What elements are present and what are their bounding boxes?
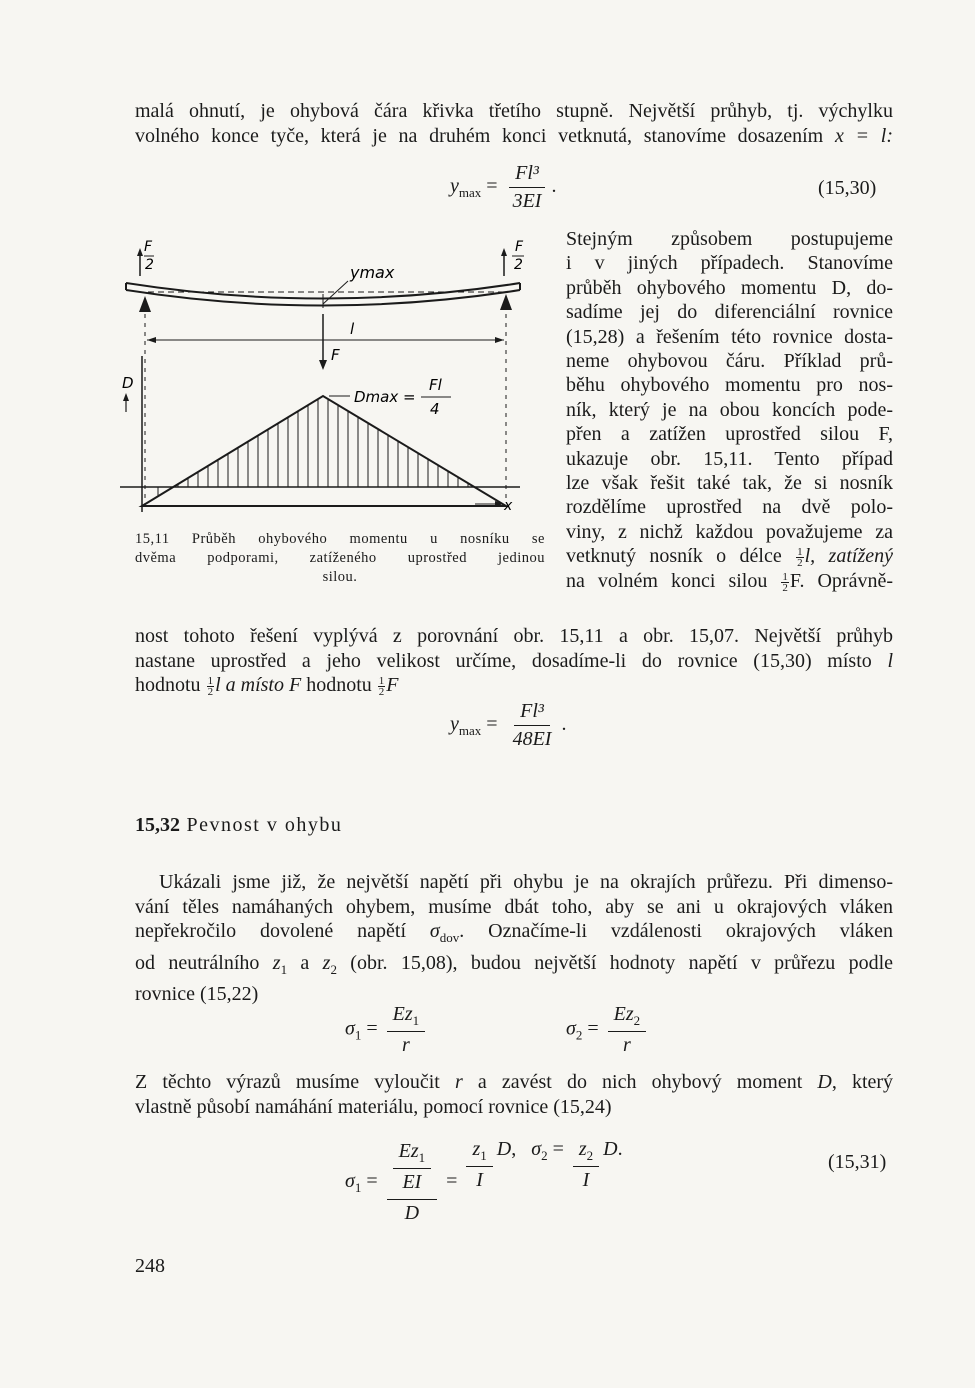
eq-sigma: σ [345,1170,355,1192]
eq-period: . [551,175,557,198]
eq-num-text: z [578,1138,587,1160]
eq-inner-num [393,1140,432,1169]
eq-num-text: Ez [398,1139,419,1162]
text-line: Ukázali jsme již, že největší napětí při ohybu je na okrajích průřezu. Při dimenso- [159,871,893,893]
eq-fraction [507,700,558,751]
math-inline: z [272,951,281,974]
wrapped-paragraph [566,227,893,593]
eq-d: D [496,1138,512,1160]
eq-sub: 2 [586,1148,594,1163]
moment-diagram [142,396,506,506]
eq-denominator: r [402,1034,410,1056]
text-line: rozdělíme uprostřed na dvě polo- [566,496,893,519]
half-num: 1 [782,570,788,583]
text-line: rovnice (15,22) [135,983,259,1005]
label-d-axis: D [122,374,134,392]
equation-number: (15,31) [828,1151,887,1173]
math-inline: l [887,649,894,672]
equation-sigma1 [345,1003,429,1057]
half-den: 2 [797,557,803,570]
eq-fraction [507,162,548,213]
text-line: viny, z nichž každou považujeme za [566,520,893,543]
figure-15-11 [118,236,548,526]
section-heading [135,814,342,837]
math-sub: dov [439,930,460,945]
half-fraction [781,572,789,593]
text-span: a zavést do nich ohybový moment [477,1071,803,1093]
equation-15-30 [450,162,556,213]
equation-15-31 [345,1138,623,1225]
text-line: průběh ohybového momentu D, do- [566,276,893,299]
eq-numerator [466,1138,492,1167]
half-fraction [207,676,215,697]
eq-num-text: Ez [613,1003,634,1025]
eq-sub: 1 [480,1148,487,1163]
text-span: , který [831,1071,894,1093]
text-line [135,673,893,698]
eq-sub: 1 [354,1180,362,1195]
eq-equals: = [366,1017,378,1040]
eq-equals: = [587,1017,599,1040]
half-num: 1 [797,546,803,559]
half-den: 2 [782,581,788,594]
eq-fraction [387,1003,426,1057]
eq-lhs: y [450,713,459,736]
eq-lhs-sub: max [458,185,482,201]
text-line: nost tohoto řešení vyplývá z porovnání obr. 15,11 a obr. 15,07. Největší průhyb [135,625,893,647]
text-span: l, zatížený [804,545,893,568]
equation-ymax-48 [450,700,566,751]
eq-d: D [603,1138,618,1160]
text-span: nastane uprostřed a jeho velikost určíme, dosadíme-li do rovnice (15,30) místo [135,649,872,672]
eq-sub: 1 [418,1149,426,1165]
eq-fraction [466,1138,492,1192]
half-fraction [796,547,804,568]
eq-inner-fraction [393,1140,432,1197]
eq-numerator [573,1138,599,1167]
eq-num-text: Ez [392,1003,413,1025]
text-span: l a místo [215,674,284,696]
paragraph-continued [135,624,893,698]
eq-lhs: y [450,175,459,198]
text-line: běhu ohybového momentu pro nos- [566,374,893,397]
eq-d-term [603,1138,622,1160]
eq-sub: 1 [354,1027,362,1043]
paragraph-eliminate [135,1070,893,1119]
eq-lhs-sub: max [458,723,482,739]
half-num: 1 [207,674,214,687]
text-span: (obr. 15,08), budou největší hodnoty napětí v průřezu podle [350,951,894,974]
caption-line: dvěma podporami, zatíženého uprostřed jedinou [135,550,545,566]
support-right [500,294,512,310]
text-line [135,919,893,951]
eq-equals: = [446,1170,458,1192]
label-load-f: F [331,346,340,364]
math-sub: 2 [330,961,337,977]
figure-caption [135,530,545,587]
paragraph-intro [135,99,893,148]
eq-denominator: 48EI [512,728,552,750]
equation-number: (15,30) [818,177,877,199]
eq-period: . [617,1138,623,1160]
eq-equals: = [486,713,498,736]
moment-hatching [158,400,468,496]
text-line [135,124,893,149]
eq-numerator [608,1003,647,1032]
eq-fraction [573,1138,599,1192]
label-ymax: ymax [350,263,395,282]
eq-sigma: σ [566,1017,576,1040]
text-span: hodnotu [306,674,372,696]
support-left [139,296,151,312]
label-fl: Fl [429,376,442,394]
text-line: lze však řešit také tak, že si nosník [566,472,893,495]
eq-inner-den: EI [402,1170,422,1193]
eq-comma: , [511,1138,517,1160]
text-line: i v jiných případech. Stanovíme [566,252,893,275]
eq-d-term [496,1138,564,1163]
eq-equals: = [366,1170,378,1192]
eq-sub: 2 [541,1148,548,1163]
equation-sigma2 [566,1003,650,1057]
text-span: hodnotu [135,674,201,696]
eq-period: . [561,713,567,736]
text-span: . Označíme-li vzdálenosti okrajových vláken [459,920,894,942]
section-number: 15,32 [135,814,180,836]
eq-sub: 2 [633,1013,641,1028]
text-span: a [300,951,310,974]
paragraph-stress [135,870,893,1007]
text-span: F. Oprávně- [789,569,894,592]
half-den: 2 [207,685,214,698]
label-f-right: F [515,239,524,255]
eq-numerator [387,1140,438,1200]
math-sub: 1 [280,961,288,977]
math-inline: z [322,951,331,974]
label-half-right: 2 [514,257,523,273]
text-line: neme ohybovou čáru. Příklad prů- [566,350,893,373]
text-line: malá ohnutí, je ohybová čára křivka třetího stupně. Největší průhyb, tj. výchylku [135,100,893,122]
text-span: vetknutý nosník o délce [566,545,782,568]
eq-numerator: Fl³ [509,162,545,188]
label-f-left: F [144,239,153,255]
eq-numerator [387,1003,426,1032]
force-left [137,239,154,276]
caption-line: silou. [322,569,358,585]
text-line: přen a zatížen uprostřed silou F, [566,423,893,446]
text-span: volného konce tyče, která je na druhém konci vetknutá, stanovíme dosazením [135,124,824,147]
eq-equals: = [552,1138,564,1160]
label-span-l: l [350,320,355,338]
text-line [566,544,893,568]
eq-denominator: I [476,1169,483,1191]
eq-numerator: Fl³ [514,700,550,726]
eq-sigma: σ [531,1138,542,1160]
eq-fraction [608,1003,647,1057]
force-right [501,239,524,276]
text-span: od neutrálního [135,951,260,974]
math-inline: x = l: [834,124,894,147]
page-number: 248 [135,1255,165,1277]
text-line [566,569,893,593]
half-fraction [378,676,386,697]
text-line: vlastně působí namáhání materiálu, pomocí rovnice (15,24) [135,1095,612,1118]
eq-sub: 1 [412,1013,420,1028]
text-span: Z těchto výrazů musíme vyloučit [135,1071,440,1093]
eq-denominator: 3EI [512,190,542,212]
math-inline: F [288,674,302,696]
text-line: ník, který je na obou koncích pode- [566,398,893,421]
caption-line: 15,11 Průběh ohybového momentu u nosníku se [135,531,545,547]
text-span: na volném konci silou [566,569,768,592]
text-line: ukazuje obr. 15,11. Tento případ [566,447,893,470]
half-num: 1 [378,674,385,687]
math-inline: D [817,1071,832,1093]
label-four: 4 [430,400,440,418]
label-half-left: 2 [145,257,154,273]
math-inline: σ [429,920,440,942]
text-line [135,1070,893,1095]
half-den: 2 [378,685,385,698]
eq-sub: 2 [575,1027,583,1043]
eq-equals: = [486,175,498,198]
text-line: (15,28) a řešením této rovnice dosta- [566,325,893,348]
label-dmax: Dmax = [354,388,416,406]
text-line [135,951,893,983]
label-x: x [504,498,513,514]
text-span: nepřekročilo dovolené napětí [135,920,407,942]
section-title: Pevnost v ohybu [186,814,343,836]
eq-compound-fraction [387,1140,438,1225]
text-line [135,649,893,674]
eq-denominator: D [404,1201,420,1224]
eq-denominator: r [623,1034,631,1056]
math-inline: F [386,674,399,696]
text-line: Stejným způsobem postupujeme [566,228,893,250]
eq-denominator: I [582,1169,590,1191]
eq-sigma: σ [345,1017,355,1040]
eq-num-text: z [472,1138,481,1160]
text-line: sadíme jej do diferenciální rovnice [566,301,893,324]
text-line: vání těles namáhaných ohybem, musíme dbát toho, aby se ani u okrajových vláken [135,895,893,918]
math-inline: r [454,1071,463,1093]
